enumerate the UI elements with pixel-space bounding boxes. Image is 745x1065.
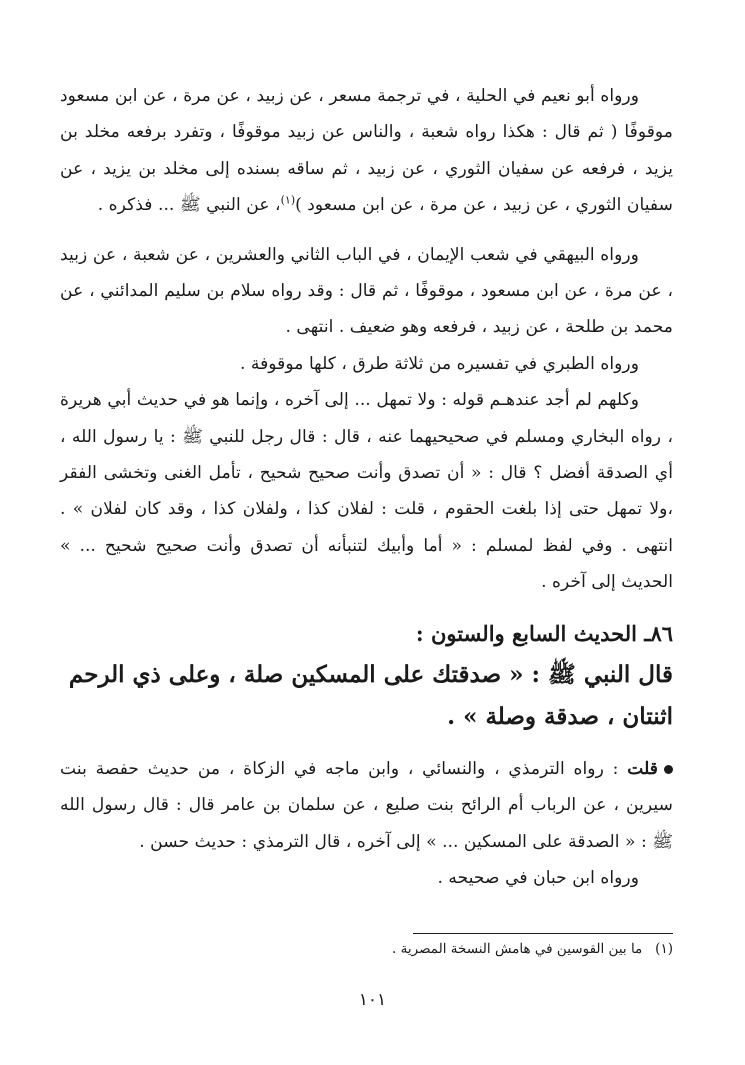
- footnote-reference: (١): [280, 193, 296, 207]
- paragraph-abu-nuaym: [60, 78, 673, 224]
- bullet-icon: [664, 765, 673, 774]
- paragraph-ibn-hibban: ورواه ابن حبان في صحيحه .: [437, 867, 639, 888]
- hadith-text-line2: اثنتان ، صدقة وصلة » .: [447, 702, 673, 730]
- paragraph-bayhaqi: ورواه البيهقي في شعب الإيمان ، في الباب الثاني والعشرين ، عن شعبة ، عن زبيد ، عن مرة ، عن ابن مسعود ، موقوفًا ، ثم قال : وقد رواه سلام بن سليم المدائني ، عن محمد بن طلحة ، عن زبيد ، فرفعه وهو ضعيف . انتهى .: [60, 244, 673, 338]
- footnote-divider: [413, 933, 673, 934]
- paragraph-abu-nuaym-tail: ، عن النبي ﷺ ... فذكره .: [97, 195, 281, 216]
- hadith-heading: ٨٦ـ الحديث السابع والستون :: [415, 620, 673, 646]
- hadith-text-line1: قال النبي ﷺ : « صدقتك على المسكين صلة ، وعلى ذي الرحم: [68, 660, 673, 688]
- page-number: ١٠١: [358, 990, 387, 1010]
- hadith-text: [60, 654, 673, 738]
- paragraph-abu-hurayra: وكلهم لم أجد عندهـم قوله : ولا تمهل ... إلى آخره ، وإنما هو في حديث أبي هريرة ، رواه البخاري ومسلم في صحيحيهما عنه ، قال : قال رجل للنبي ﷺ : يا رسول الله ، أي الصدقة أفضل ؟ قال : « أن تصدق وأنت صحيح شحيح ، تأمل الغنى وتخشى الفقر ،ولا تمهل حتى إذا بلغت الحقوم ، قلت : لفلان كذا ، ولفلان كذا ، وقد كان لفلان » . انتهى . وفي لفظ لمسلم : « أما وأبيك لتنبأنه أن تصدق وأنت صحيح شحيح ... » الحديث إلى آخره .: [60, 390, 673, 593]
- paragraph-tabari: ورواه الطبري في تفسيره من ثلاثة طرق ، كلها موقوفة .: [239, 353, 639, 374]
- commentary-text: : رواه الترمذي ، والنسائي ، وابن ماجه في الزكاة ، من حديث حفصة بنت سيرين ، عن الرباب أم الرائح بنت صليع ، عن سلمان بن عامر قال : قال رسول الله ﷺ : « الصدقة على المسكين ... » إلى آخره ، قال الترمذي : حديث حسن .: [60, 758, 673, 852]
- commentary-paragraph: [60, 751, 673, 860]
- paragraph-abu-nuaym-text: ورواه أبو نعيم في الحلية ، في ترجمة مسعر ، عن زبيد ، عن مرة ، عن ابن مسعود موقوفًا ( ثم قال : هكذا رواه شعبة ، والناس عن زبيد موقوفًا ، وتفرد برفعه مخلد بن يزيد ، فرفعه عن سفيان الثوري ، عن زبيد ، ثم ساقه بسنده إلى مخلد بن يزيد ، عن سفيان الثوري ، عن زبيد ، عن مرة ، عن ابن مسعود ): [60, 86, 673, 216]
- footnote-mark: (١): [655, 941, 673, 957]
- footnote-text: ما بين القوسين في هامش النسخة المصرية .: [392, 941, 643, 957]
- footnote: [392, 939, 673, 959]
- commentary-label: قلت: [627, 758, 658, 779]
